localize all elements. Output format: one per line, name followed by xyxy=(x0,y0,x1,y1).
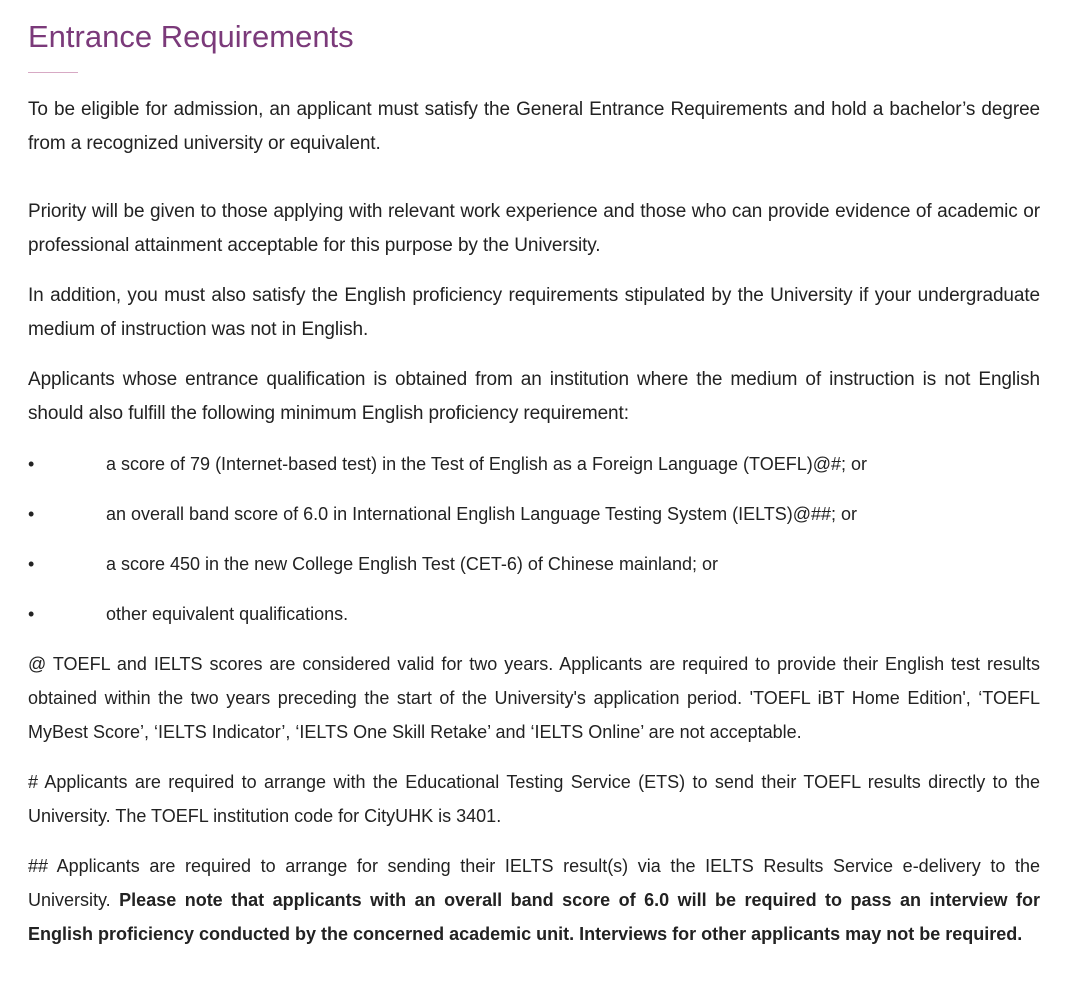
list-item xyxy=(28,597,1040,631)
bullet-icon: • xyxy=(28,454,35,474)
paragraph-priority: Priority will be given to those applying with relevant work experience and those who can provide evidence of academic or professional attainment acceptable for this purpose by the University. xyxy=(28,201,1040,256)
list-item xyxy=(28,447,1040,481)
note-toefl-results: # Applicants are required to arrange with the Educational Testing Service (ETS) to send their TOEFL results directly to the University. The TOEFL institution code for CityUHK is 3401. xyxy=(28,772,1040,826)
paragraph-english-requirement: In addition, you must also satisfy the English proficiency requirements stipulated by the University if your undergraduate medium of instruction was not in English. xyxy=(28,285,1040,340)
list-item-text: other equivalent qualifications. xyxy=(106,604,349,624)
proficiency-list xyxy=(28,447,1040,631)
note-score-validity: @ TOEFL and IELTS scores are considered valid for two years. Applicants are required to provide their English test results obtained within the two years preceding the start of the University's application period. 'TOEFL iBT Home Edition', ‘TOEFL MyBest Score’, ‘IELTS Indicator’, ‘IELTS One Skill Retake’ and ‘IELTS Online’ are not acceptable. xyxy=(28,654,1040,742)
note-ielts-interview-text: Please note that applicants with an overall band score of 6.0 will be required to pass an interview for English proficiency conducted by the concerned academic unit. Interviews for other applicants may not be required. xyxy=(28,890,1040,944)
note-ielts-text: ## Applicants are required to arrange for sending their IELTS result(s) via the IELTS Results Service e-delivery to the University. xyxy=(28,856,1040,910)
list-item xyxy=(28,497,1040,531)
bullet-icon: • xyxy=(28,504,35,524)
list-item xyxy=(28,547,1040,581)
list-item-text: an overall band score of 6.0 in International English Language Testing System (IELTS)@##; or xyxy=(106,504,858,524)
bullet-icon: • xyxy=(28,604,35,624)
title-divider xyxy=(28,72,78,73)
paragraph-eligibility: To be eligible for admission, an applicant must satisfy the General Entrance Requirements and hold a bachelor’s degree from a recognized university or equivalent. xyxy=(28,99,1040,154)
paragraph-minimum-proficiency: Applicants whose entrance qualification is obtained from an institution where the medium of instruction is not English should also fulfill the following minimum English proficiency requirement: xyxy=(28,369,1040,424)
bullet-icon: • xyxy=(28,554,35,574)
note-ielts-results xyxy=(28,849,1040,951)
entrance-requirements-section xyxy=(28,0,1040,951)
list-item-text: a score 450 in the new College English Test (CET-6) of Chinese mainland; or xyxy=(106,554,718,574)
list-item-text: a score of 79 (Internet-based test) in the Test of English as a Foreign Language (TOEFL)@#; or xyxy=(106,454,868,474)
page-title: Entrance Requirements xyxy=(28,19,354,54)
